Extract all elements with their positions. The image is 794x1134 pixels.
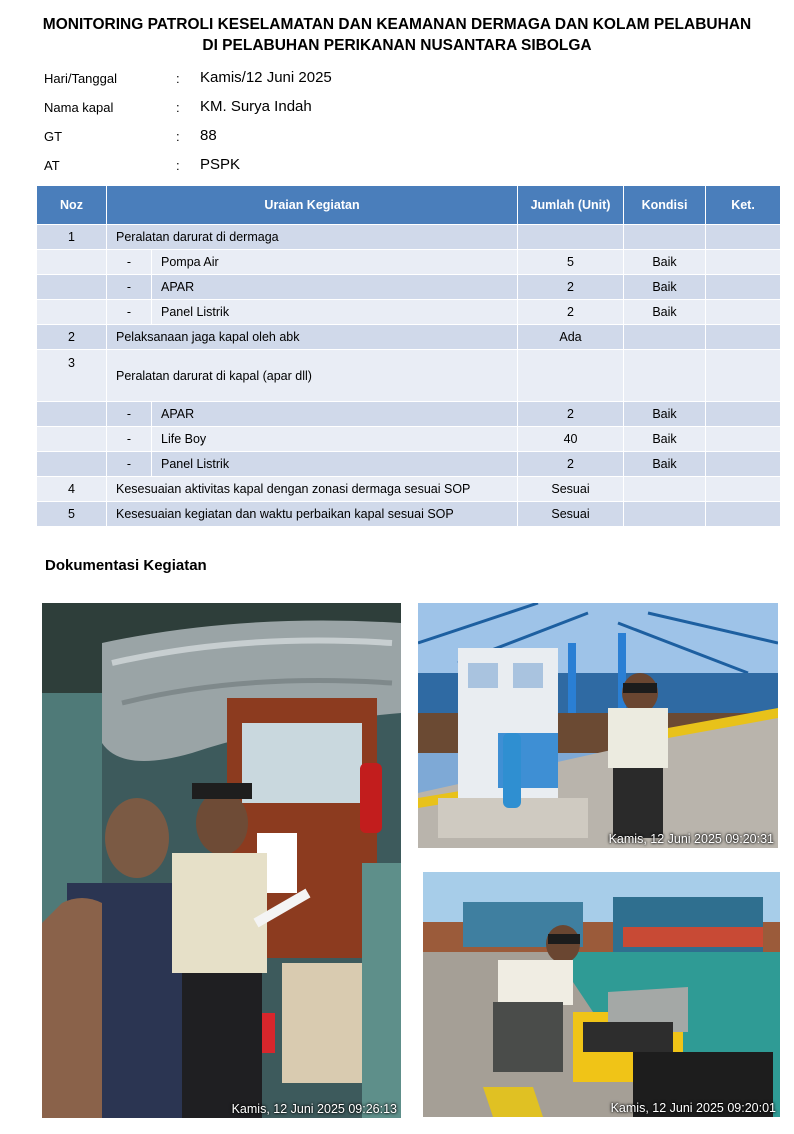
- cell-ket: [706, 477, 781, 502]
- cell-item: Kesesuaian kegiatan dan waktu perbaikan kapal sesuai SOP: [107, 502, 518, 527]
- cell-item: APAR: [152, 402, 518, 427]
- cell-no: [37, 427, 107, 452]
- cell-kondisi: Baik: [624, 300, 706, 325]
- cell-no: [37, 402, 107, 427]
- table-row: [37, 402, 781, 427]
- table-row: [37, 300, 781, 325]
- cell-jumlah: 2: [518, 300, 624, 325]
- cell-item: Panel Listrik: [152, 452, 518, 477]
- cell-item: Peralatan darurat di dermaga: [107, 225, 518, 250]
- cell-kondisi: [624, 225, 706, 250]
- cell-ket: [706, 225, 781, 250]
- cell-ket: [706, 502, 781, 527]
- cell-dash: -: [107, 275, 152, 300]
- table-header-row: [37, 186, 781, 225]
- monitoring-table: [36, 185, 781, 527]
- cell-item: Pelaksanaan jaga kapal oleh abk: [107, 325, 518, 350]
- cell-item: Peralatan darurat di kapal (apar dll): [107, 350, 518, 402]
- photo-dock-station-image: [418, 603, 778, 848]
- header-uraian: Uraian Kegiatan: [107, 186, 518, 225]
- photo-boat-interior: [42, 603, 401, 1118]
- title-line-1: MONITORING PATROLI KESELAMATAN DAN KEAMANAN DERMAGA DAN KOLAM PELABUHAN: [42, 16, 752, 33]
- cell-kondisi: Baik: [624, 250, 706, 275]
- table-row: [37, 502, 781, 527]
- cell-no: 3: [37, 350, 107, 402]
- cell-kondisi: Baik: [624, 402, 706, 427]
- cell-ket: [706, 250, 781, 275]
- cell-jumlah: 40: [518, 427, 624, 452]
- cell-jumlah: 2: [518, 452, 624, 477]
- photo-dock-station: [418, 603, 778, 848]
- cell-no: [37, 275, 107, 300]
- cell-kondisi: [624, 477, 706, 502]
- info-value: PSPK: [200, 156, 241, 173]
- photo-panel-box: [423, 872, 780, 1117]
- photo-boat-interior-image: [42, 603, 401, 1118]
- header-kondisi: Kondisi: [624, 186, 706, 225]
- cell-item: Life Boy: [152, 427, 518, 452]
- cell-jumlah: Ada: [518, 325, 624, 350]
- info-colon: :: [176, 100, 180, 115]
- table-row: [37, 225, 781, 250]
- cell-item: Kesesuaian aktivitas kapal dengan zonasi dermaga sesuai SOP: [107, 477, 518, 502]
- cell-kondisi: Baik: [624, 275, 706, 300]
- cell-jumlah: 2: [518, 275, 624, 300]
- cell-dash: -: [107, 300, 152, 325]
- table-row: [37, 427, 781, 452]
- cell-kondisi: Baik: [624, 452, 706, 477]
- cell-item: Pompa Air: [152, 250, 518, 275]
- cell-ket: [706, 427, 781, 452]
- cell-jumlah: [518, 350, 624, 402]
- info-colon: :: [176, 158, 180, 173]
- header-jumlah: Jumlah (Unit): [518, 186, 624, 225]
- header-no: Noz: [37, 186, 107, 225]
- cell-jumlah: 2: [518, 402, 624, 427]
- title-line-2: DI PELABUHAN PERIKANAN NUSANTARA SIBOLGA: [202, 37, 592, 54]
- info-label: GT: [44, 129, 63, 144]
- cell-ket: [706, 325, 781, 350]
- cell-kondisi: [624, 325, 706, 350]
- info-label: AT: [44, 158, 60, 173]
- cell-ket: [706, 350, 781, 402]
- photo-panel-box-image: [423, 872, 780, 1117]
- cell-dash: -: [107, 427, 152, 452]
- cell-ket: [706, 275, 781, 300]
- cell-no: 2: [37, 325, 107, 350]
- photo-timestamp: Kamis, 12 Juni 2025 09:26:13: [231, 1102, 397, 1116]
- table-row: [37, 250, 781, 275]
- document-title: [0, 14, 794, 56]
- info-value: KM. Surya Indah: [200, 98, 312, 115]
- cell-dash: -: [107, 250, 152, 275]
- cell-no: 5: [37, 502, 107, 527]
- cell-jumlah: Sesuai: [518, 502, 624, 527]
- cell-dash: -: [107, 452, 152, 477]
- documentation-title: Dokumentasi Kegiatan: [45, 557, 207, 574]
- cell-jumlah: Sesuai: [518, 477, 624, 502]
- info-colon: :: [176, 129, 180, 144]
- cell-jumlah: [518, 225, 624, 250]
- info-label: Hari/Tanggal: [44, 71, 117, 86]
- table-row: [37, 325, 781, 350]
- table-row: [37, 477, 781, 502]
- cell-jumlah: 5: [518, 250, 624, 275]
- cell-no: 4: [37, 477, 107, 502]
- cell-no: 1: [37, 225, 107, 250]
- info-value: Kamis/12 Juni 2025: [200, 69, 332, 86]
- header-ket: Ket.: [706, 186, 781, 225]
- photo-timestamp: Kamis, 12 Juni 2025 09:20:01: [610, 1101, 776, 1115]
- cell-kondisi: [624, 350, 706, 402]
- table-row: [37, 275, 781, 300]
- cell-item: Panel Listrik: [152, 300, 518, 325]
- cell-item: APAR: [152, 275, 518, 300]
- info-label: Nama kapal: [44, 100, 114, 115]
- cell-ket: [706, 452, 781, 477]
- cell-no: [37, 300, 107, 325]
- info-value: 88: [200, 127, 217, 144]
- cell-ket: [706, 402, 781, 427]
- cell-ket: [706, 300, 781, 325]
- cell-dash: -: [107, 402, 152, 427]
- table-row: [37, 350, 781, 402]
- info-colon: :: [176, 71, 180, 86]
- cell-kondisi: [624, 502, 706, 527]
- cell-kondisi: Baik: [624, 427, 706, 452]
- cell-no: [37, 452, 107, 477]
- table-row: [37, 452, 781, 477]
- photo-timestamp: Kamis, 12 Juni 2025 09:20:31: [608, 832, 774, 846]
- cell-no: [37, 250, 107, 275]
